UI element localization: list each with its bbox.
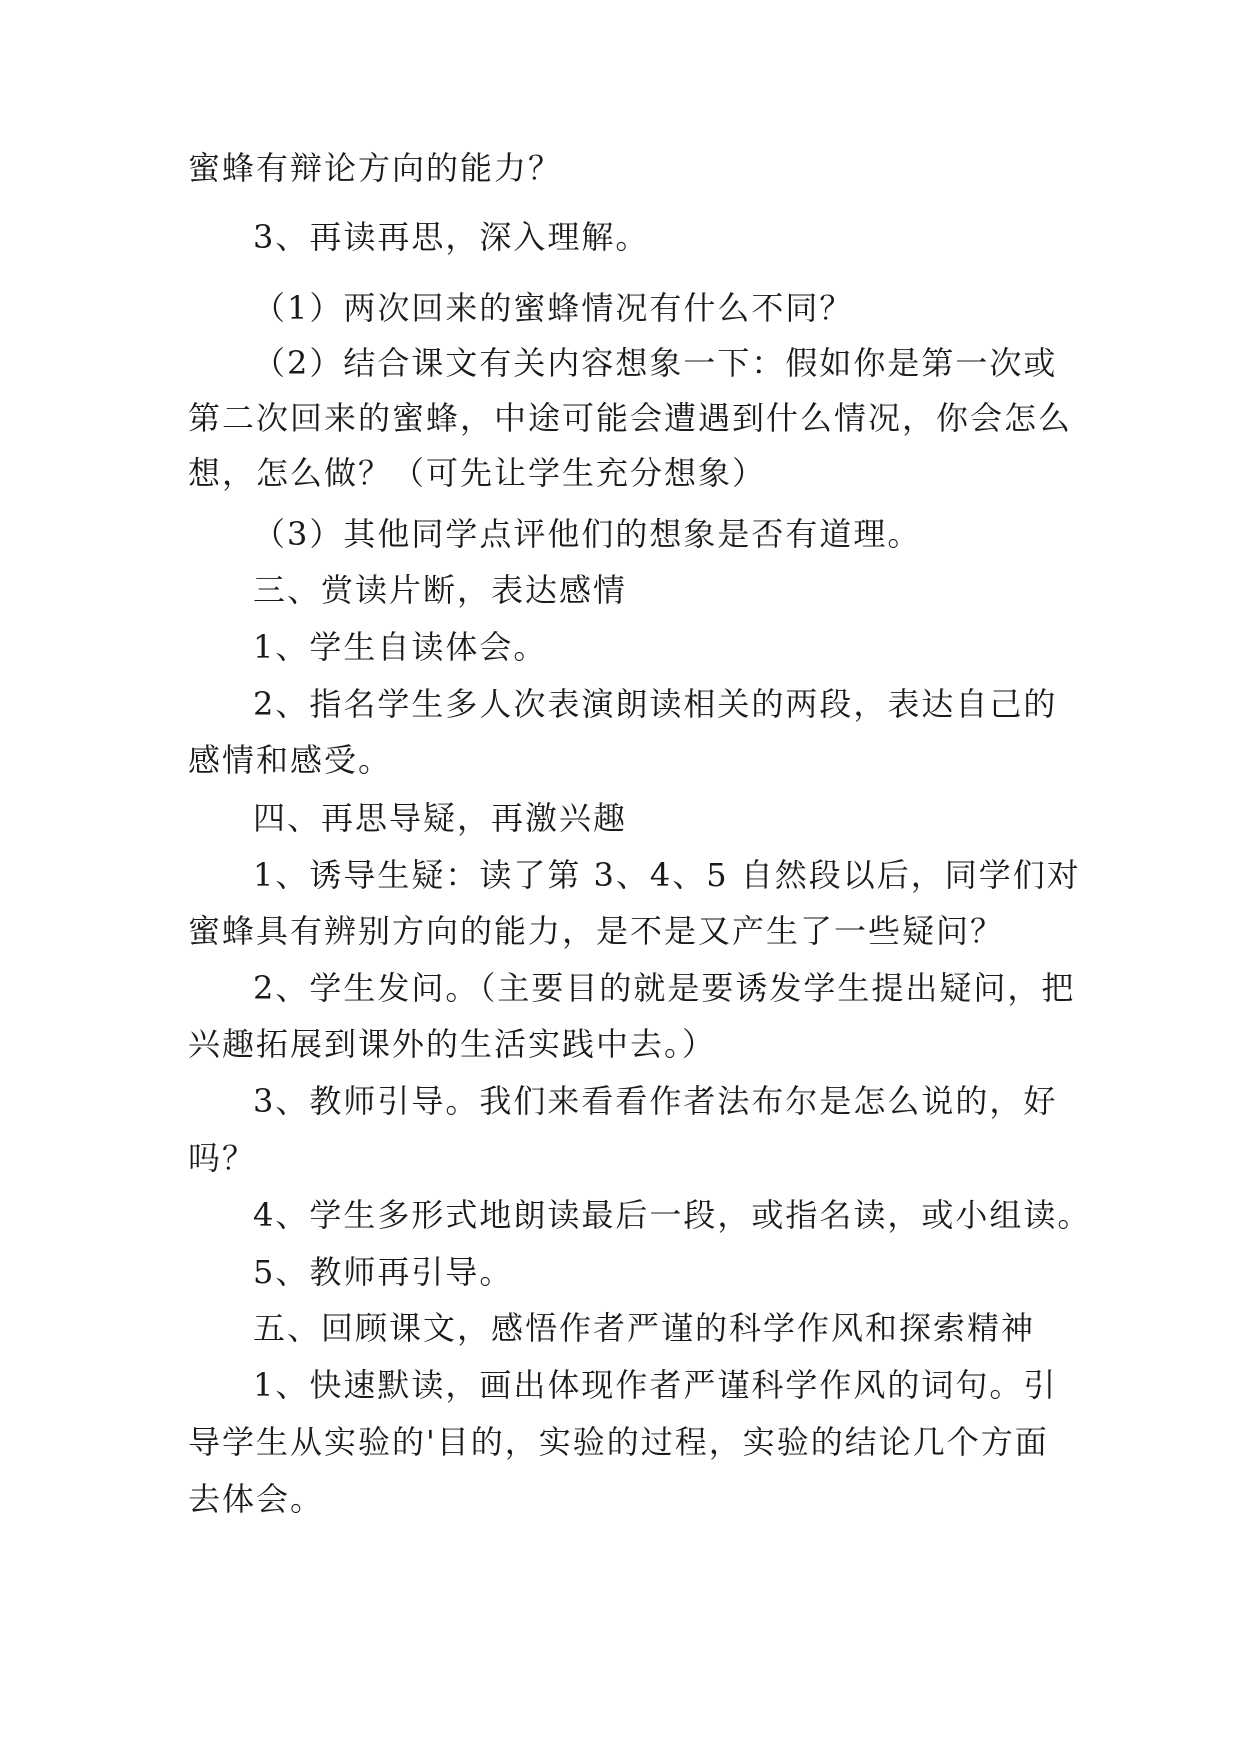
text-line: 3、再读再思，深入理解。 [253, 218, 650, 256]
text-line: 5、教师再引导。 [253, 1253, 514, 1291]
text-line: 2、指名学生多人次表演朗读相关的两段，表达自己的 [253, 685, 1058, 723]
section-heading: 四、再思导疑，再激兴趣 [253, 799, 628, 837]
text-line: 吗？ [188, 1139, 257, 1177]
text-line: 兴趣拓展到课外的生活实践中去。） [188, 1025, 717, 1063]
text-line: 导学生从实验的'目的，实验的过程，实验的结论几个方面 [188, 1423, 1049, 1461]
section-heading: 三、赏读片断，表达感情 [253, 571, 628, 609]
section-heading: 五、回顾课文，感悟作者严谨的科学作风和探索精神 [253, 1309, 1036, 1347]
text-line: 1、诱导生疑：读了第 3、4、5 自然段以后，同学们对 [253, 856, 1081, 894]
text-line: 蜜蜂具有辨别方向的能力，是不是又产生了一些疑问？ [188, 912, 1005, 950]
text-line: 2、学生发问。（主要目的就是要诱发学生提出疑问，把 [253, 969, 1076, 1007]
text-line: 去体会。 [188, 1480, 325, 1518]
text-line: （3）其他同学点评他们的想象是否有道理。 [253, 515, 922, 553]
text-line: 想，怎么做？（可先让学生充分想象） [188, 454, 767, 492]
text-line: （2）结合课文有关内容想象一下：假如你是第一次或 [253, 344, 1058, 382]
text-line: 1、学生自读体会。 [253, 628, 548, 666]
text-line: （1）两次回来的蜜蜂情况有什么不同？ [253, 289, 854, 327]
text-line: 3、教师引导。我们来看看作者法布尔是怎么说的，好 [253, 1082, 1058, 1120]
text-line: 4、学生多形式地朗读最后一段，或指名读，或小组读。 [253, 1196, 1092, 1234]
text-line: 感情和感受。 [188, 741, 393, 779]
text-line: 第二次回来的蜜蜂，中途可能会遭遇到什么情况，你会怎么 [188, 399, 1073, 437]
text-line: 蜜蜂有辩论方向的能力？ [188, 149, 563, 187]
text-line: 1、快速默读，画出体现作者严谨科学作风的词句。引 [253, 1366, 1058, 1404]
